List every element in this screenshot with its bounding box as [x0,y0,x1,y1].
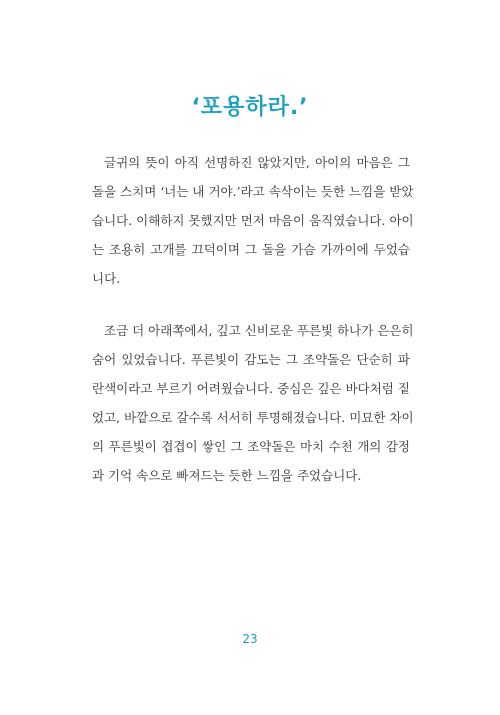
paragraph-line: 었고, 바깥으로 갈수록 서서히 투명해졌습니다. 미묘한 차이 [92,410,414,425]
paragraph-1 [92,148,414,293]
paragraph-line: 습니다. 이해하지 못했지만 먼저 마음이 움직였습니다. 아이 [92,213,414,228]
paragraph-line: 니다. [92,271,121,286]
paragraph-line: 숨어 있었습니다. 푸른빛이 감도는 그 조약돌은 단순히 파 [92,352,410,367]
paragraph-line: 글귀의 뜻이 아직 선명하진 않았지만, 아이의 마음은 그 [104,155,410,170]
page-title: ‘포용하라.’ [191,95,309,120]
paragraph-2 [92,316,414,490]
paragraph-line: 는 조용히 고개를 끄덕이며 그 돌을 가슴 가까이에 두었습 [92,242,410,257]
paragraph-line: 돌을 스치며 ‘너는 내 거야.’라고 속삭이는 듯한 느낌을 받았 [92,184,414,199]
paragraph-line: 과 기억 속으로 빠져드는 듯한 느낌을 주었습니다. [92,468,362,483]
page-number: 23 [242,632,258,646]
paragraph-line: 의 푸른빛이 겹겹이 쌓인 그 조약돌은 마치 수천 개의 감정 [92,439,410,454]
paragraph-line: 란색이라고 부르기 어려웠습니다. 중심은 깊은 바다처럼 짙 [92,381,410,396]
paragraph-line: 조금 더 아래쪽에서, 깊고 신비로운 푸른빛 하나가 은은히 [104,323,414,338]
